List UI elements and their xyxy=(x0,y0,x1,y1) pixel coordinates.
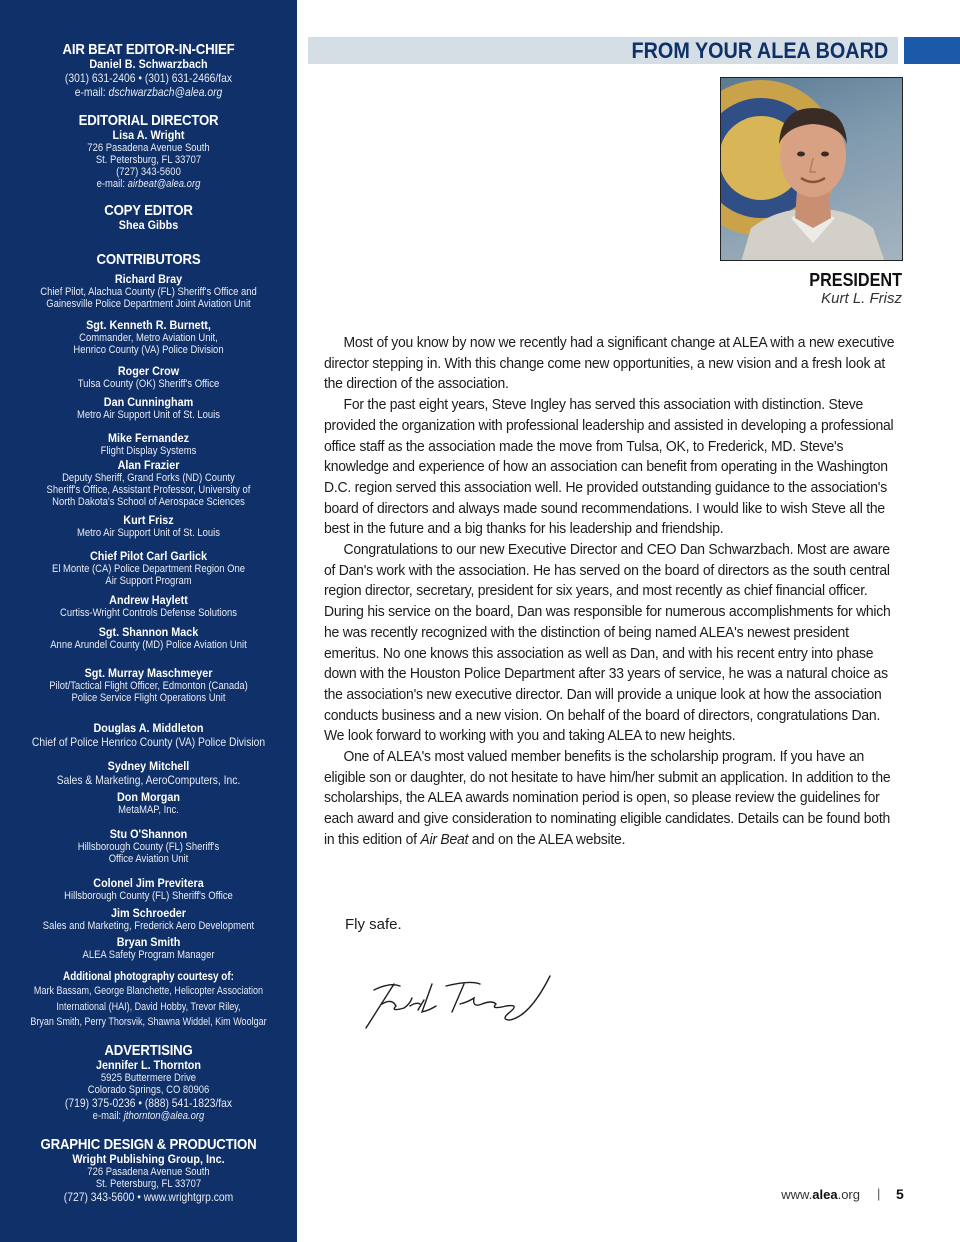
design-production-phone: (727) 343-5600 • www.wrightgrp.com xyxy=(63,1190,234,1204)
contributor-detail: Sheriff's Office, Assistant Professor, University of xyxy=(46,484,251,496)
copy-editor-name: Shea Gibbs xyxy=(118,218,179,232)
email-label: e-mail: xyxy=(74,85,106,99)
president-portrait xyxy=(720,77,903,261)
author-name: Kurt L. Frisz xyxy=(821,290,902,307)
contributor-name: Colonel Jim Previtera xyxy=(93,876,204,890)
contributor-detail: Office Aviation Unit xyxy=(108,853,189,865)
signature-stroke xyxy=(366,976,550,1028)
contributor-detail: Chief Pilot, Alachua County (FL) Sheriff's Office and xyxy=(40,286,257,298)
contributor-detail: Gainesville Police Department Joint Aviation Unit xyxy=(46,298,251,310)
contributor-name: Sgt. Murray Maschmeyer xyxy=(84,666,213,680)
contributor-item xyxy=(0,791,297,816)
copy-editor-heading: COPY EDITOR xyxy=(104,202,193,219)
contributor-item xyxy=(0,432,297,457)
contributor-name: Alan Frazier xyxy=(117,458,180,472)
editor-in-chief-block xyxy=(0,41,297,99)
contributor-detail: Hillsborough County (FL) Sheriff's xyxy=(77,841,220,853)
editor-in-chief-phone: (301) 631-2406 • (301) 631-2466/fax xyxy=(64,71,233,85)
photography-heading: Additional photography courtesy of: xyxy=(63,971,234,983)
contributor-item xyxy=(0,722,297,749)
contributor-item xyxy=(0,514,297,539)
letter-paragraph: Most of you know by now we recently had a significant change at ALEA with a new executive director stepping in. With this change come new opportunities, a new vision and a fresh look at the direction of the association. xyxy=(324,334,895,393)
contributor-name: Don Morgan xyxy=(117,790,180,804)
contributor-item xyxy=(0,550,297,587)
email-label: e-mail: xyxy=(92,1110,122,1122)
editorial-director-phone: (727) 343-5600 xyxy=(116,166,181,178)
editor-in-chief-email[interactable]: dschwarzbach@alea.org xyxy=(108,85,223,99)
advertising-address2: Colorado Springs, CO 80906 xyxy=(87,1084,210,1096)
letter-paragraph-last xyxy=(324,747,896,851)
contributor-name: Sydney Mitchell xyxy=(107,759,190,773)
contributor-detail: Pilot/Tactical Flight Officer, Edmonton (Canada) xyxy=(49,680,248,692)
contributor-item xyxy=(0,365,297,390)
editorial-director-heading: EDITORIAL DIRECTOR xyxy=(78,112,219,129)
sign-off: Fly safe. xyxy=(345,916,402,933)
url-prefix: www. xyxy=(781,1187,813,1202)
contributor-detail: Henrico County (VA) Police Division xyxy=(73,344,224,356)
contributor-item xyxy=(0,828,297,865)
url-suffix: .org xyxy=(837,1187,860,1202)
contributor-item xyxy=(0,936,297,961)
editorial-director-block xyxy=(0,112,297,190)
portrait-eye-right xyxy=(821,152,829,157)
contributor-name: Bryan Smith xyxy=(116,935,181,949)
author-role: PRESIDENT xyxy=(809,270,902,290)
letter-paragraph: For the past eight years, Steve Ingley has served this association with distinction. Steve provided the organization with professional leadership and assisted in developing a professional office staff as the association made the move from Tulsa, OK, to Frederick, MD. Steve's knowledge and experience of how an association can benefit from operating in the Washington D.C. region served this association well. He provided outstanding guidance to the association's board of directors and always made sound recommendations. I would like to wish Steve all the best in the future and a big thanks for his leadership and friendship. xyxy=(324,396,894,538)
footer-separator: | xyxy=(877,1186,881,1201)
advertising-address1: 5925 Buttermere Drive xyxy=(100,1072,197,1084)
editorial-director-email[interactable]: airbeat@alea.org xyxy=(127,178,201,190)
contributor-name: Stu O'Shannon xyxy=(109,827,188,841)
letter-paragraph: Congratulations to our new Executive Director and CEO Dan Schwarzbach. Most are aware of Dan's work with the association. He has served on the board of directors as the south central region director, secretary, president for six years, and most recently as chief financial officer. During his service on the board, Dan was responsible for numerous accomplishments for which he was recently recognized with the distinction of being named ALEA's newest president emeritus. No one knows this association as well as Dan, and with his recent entry into phase down with the Houston Police Department after 33 years of service, he was a natural choice as the association's new executive director. Dan will provide a unique look at how the association conducts business and a new vision. On behalf of the board of directors, congratulations Dan. We look forward to working with you and taking ALEA to new heights. xyxy=(324,541,891,745)
contributor-detail: North Dakota's School of Aerospace Sciences xyxy=(52,496,245,508)
photography-line: Bryan Smith, Perry Thorsvik, Shawna Widdel, Kim Woolgar xyxy=(30,1016,267,1028)
contributor-item xyxy=(0,877,297,902)
president-letter xyxy=(324,333,904,851)
contributor-name: Sgt. Shannon Mack xyxy=(98,625,199,639)
magazine-title: Air Beat xyxy=(420,830,469,848)
contributor-detail: Deputy Sheriff, Grand Forks (ND) County xyxy=(62,472,235,484)
contributor-detail: Anne Arundel County (MD) Police Aviation Unit xyxy=(50,639,247,651)
contributor-detail: Police Service Flight Operations Unit xyxy=(71,692,226,704)
advertising-block xyxy=(0,1042,297,1122)
editorial-director-email-line xyxy=(21,178,276,190)
photography-line: Mark Bassam, George Blanchette, Helicopter Association xyxy=(33,985,264,997)
design-production-block xyxy=(0,1136,297,1204)
url-domain: alea xyxy=(812,1187,838,1202)
contributor-item xyxy=(0,667,297,704)
contributor-detail: El Monte (CA) Police Department Region One xyxy=(52,563,245,575)
contributor-detail: ALEA Safety Program Manager xyxy=(82,949,215,961)
contributor-name: Andrew Haylett xyxy=(109,593,188,607)
contributor-detail: Hillsborough County (FL) Sheriff's Office xyxy=(64,890,233,902)
design-production-name: Wright Publishing Group, Inc. xyxy=(72,1152,225,1166)
last-paragraph-tail: and on the ALEA website. xyxy=(471,830,626,848)
contributor-name: Roger Crow xyxy=(117,364,180,378)
photography-line: International (HAI), David Hobby, Trevor Riley, xyxy=(56,1000,241,1013)
design-production-address1: 726 Pasadena Avenue South xyxy=(87,1166,210,1178)
advertising-phone: (719) 375-0236 • (888) 541-1823/fax xyxy=(64,1096,233,1110)
contributor-item xyxy=(0,626,297,651)
design-production-address2: St. Petersburg, FL 33707 xyxy=(95,1178,202,1190)
handwritten-signature xyxy=(360,968,560,1032)
portrait-illustration xyxy=(721,78,903,261)
contributor-detail: Sales and Marketing, Frederick Aero Development xyxy=(42,920,255,932)
contributor-item xyxy=(0,594,297,619)
page-number: 5 xyxy=(896,1186,904,1202)
contributor-detail: Commander, Metro Aviation Unit, xyxy=(79,332,218,344)
contributor-detail: Sales & Marketing, AeroComputers, Inc. xyxy=(56,773,241,787)
editorial-director-address1: 726 Pasadena Avenue South xyxy=(87,142,210,154)
contributor-detail: Air Support Program xyxy=(105,575,192,587)
advertising-email[interactable]: jthornton@alea.org xyxy=(123,1110,205,1122)
contributor-detail: MetaMAP, Inc. xyxy=(118,804,179,816)
contributor-detail: Metro Air Support Unit of St. Louis xyxy=(76,409,221,421)
contributor-detail: Metro Air Support Unit of St. Louis xyxy=(76,527,221,539)
editorial-director-address2: St. Petersburg, FL 33707 xyxy=(95,154,202,166)
contributor-name: Chief Pilot Carl Garlick xyxy=(89,549,208,563)
contributor-item xyxy=(0,760,297,787)
contributor-item xyxy=(0,907,297,932)
contributor-item xyxy=(0,273,297,310)
contributor-name: Jim Schroeder xyxy=(110,906,187,920)
contributor-item xyxy=(0,396,297,421)
advertising-name: Jennifer L. Thornton xyxy=(95,1058,201,1072)
footer-website[interactable] xyxy=(781,1187,860,1203)
last-paragraph-text: One of ALEA's most valued member benefits is the scholarship program. If you have an eligible son or daughter, do not hesitate to have him/her submit an application. In addition to the scholarships, the ALEA awards nomination period is open, so please review the guidelines for each award and give consideration to nominating eligible candidates. Details can be found both in this edition of xyxy=(324,748,891,848)
copy-editor-block xyxy=(0,202,297,232)
advertising-heading: ADVERTISING xyxy=(104,1042,193,1059)
masthead-sidebar xyxy=(0,0,297,1242)
editor-in-chief-name: Daniel B. Schwarzbach xyxy=(89,57,208,71)
editorial-director-name: Lisa A. Wright xyxy=(112,128,185,142)
contributors-heading-block xyxy=(0,251,297,268)
advertising-email-line xyxy=(21,1110,276,1122)
contributors-heading: CONTRIBUTORS xyxy=(96,251,201,268)
contributor-detail: Curtiss-Wright Controls Defense Solutions xyxy=(59,607,237,619)
portrait-eye-left xyxy=(797,152,805,157)
editor-in-chief-email-line xyxy=(21,85,276,99)
photography-credits xyxy=(0,970,297,1031)
contributor-name: Douglas A. Middleton xyxy=(93,721,204,735)
section-header-band xyxy=(308,37,898,64)
contributor-name: Richard Bray xyxy=(114,272,183,286)
contributor-name: Dan Cunningham xyxy=(103,395,194,409)
contributor-detail: Tulsa County (OK) Sheriff's Office xyxy=(77,378,220,390)
contributor-name: Sgt. Kenneth R. Burnett, xyxy=(86,318,211,332)
section-title: FROM YOUR ALEA BOARD xyxy=(631,38,888,63)
editor-in-chief-heading: AIR BEAT EDITOR-IN-CHIEF xyxy=(62,41,235,58)
email-label: e-mail: xyxy=(96,178,126,190)
contributor-detail: Chief of Police Henrico County (VA) Police Division xyxy=(31,735,266,749)
contributor-item xyxy=(0,319,297,356)
header-accent-block xyxy=(904,37,960,64)
contributor-name: Mike Fernandez xyxy=(107,431,190,445)
design-production-heading: GRAPHIC DESIGN & PRODUCTION xyxy=(40,1136,257,1153)
contributor-detail: Flight Display Systems xyxy=(100,445,197,457)
contributor-item xyxy=(0,459,297,508)
contributor-name: Kurt Frisz xyxy=(123,513,174,527)
